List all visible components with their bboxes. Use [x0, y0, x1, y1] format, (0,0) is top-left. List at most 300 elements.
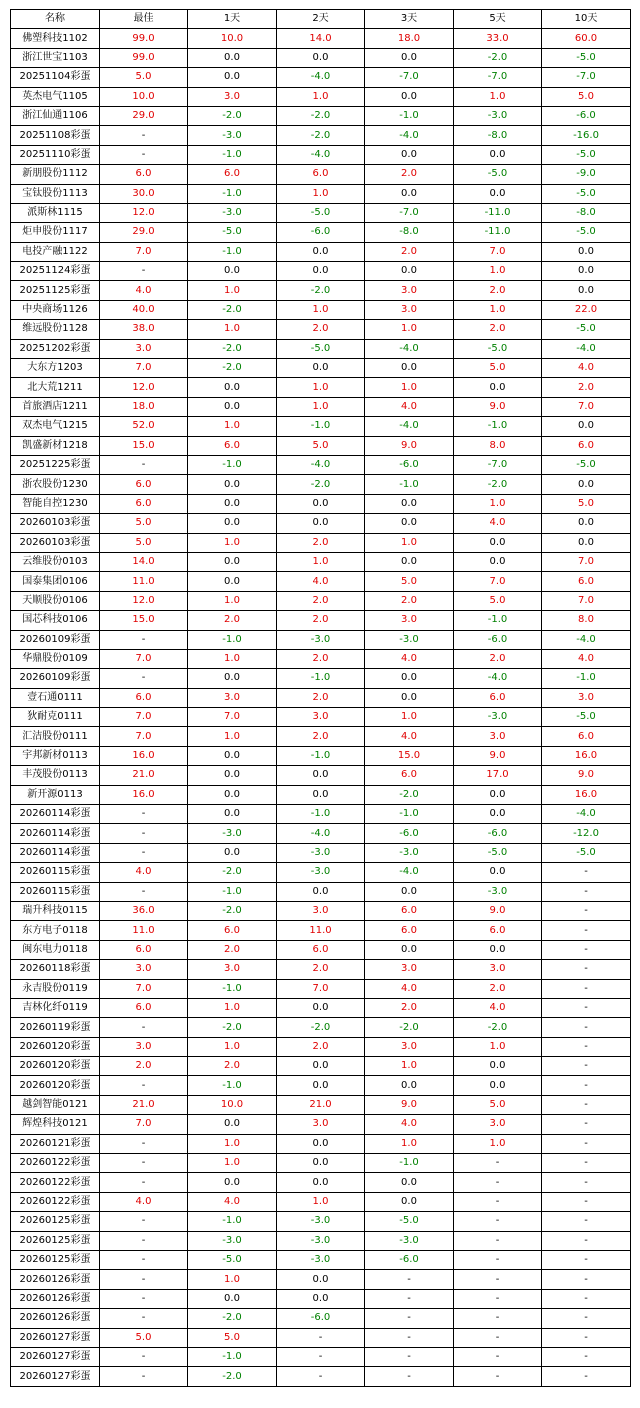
day-10-cell: 6.0 — [542, 436, 631, 455]
day-3-cell: 1.0 — [365, 1134, 454, 1153]
day-5-cell: -6.0 — [454, 630, 542, 649]
day-5-cell: -2.0 — [454, 475, 542, 494]
day-2-cell: 0.0 — [277, 785, 365, 804]
day-10-cell: - — [542, 1154, 631, 1173]
day-2-cell: 0.0 — [277, 1154, 365, 1173]
best-cell: - — [100, 1289, 188, 1308]
day-5-cell: -1.0 — [454, 611, 542, 630]
table-row — [11, 514, 631, 533]
best-cell: - — [100, 1018, 188, 1037]
day-1-cell: -2.0 — [188, 359, 277, 378]
day-1-cell: -3.0 — [188, 1231, 277, 1250]
name-cell: 20251110彩蛋 — [11, 145, 100, 164]
day-3-cell: - — [365, 1347, 454, 1366]
day-2-cell: -2.0 — [277, 126, 365, 145]
day-5-cell: 0.0 — [454, 184, 542, 203]
day-10-cell: - — [542, 1192, 631, 1211]
day-3-cell: - — [365, 1367, 454, 1386]
table-row — [11, 1037, 631, 1056]
day-5-cell: -7.0 — [454, 455, 542, 474]
day-1-cell: 1.0 — [188, 591, 277, 610]
table-row — [11, 649, 631, 668]
name-cell: 英杰电气1105 — [11, 87, 100, 106]
day-2-cell: - — [277, 1328, 365, 1347]
day-2-cell: 1.0 — [277, 184, 365, 203]
table-row — [11, 785, 631, 804]
table-row — [11, 921, 631, 940]
day-1-cell: 10.0 — [188, 1095, 277, 1114]
day-5-cell: 8.0 — [454, 436, 542, 455]
day-5-cell: - — [454, 1270, 542, 1289]
day-3-cell: 3.0 — [365, 281, 454, 300]
day-3-cell: 5.0 — [365, 572, 454, 591]
table-row — [11, 1309, 631, 1328]
day-3-cell: 0.0 — [365, 940, 454, 959]
day-1-cell: -1.0 — [188, 242, 277, 261]
day-2-cell: -3.0 — [277, 1251, 365, 1270]
day-5-cell: 0.0 — [454, 863, 542, 882]
day-1-cell: 0.0 — [188, 475, 277, 494]
best-cell: 16.0 — [100, 785, 188, 804]
day-5-cell: -3.0 — [454, 708, 542, 727]
table-row — [11, 145, 631, 164]
header-day-2: 2天 — [277, 10, 365, 29]
name-cell: 智能自控1230 — [11, 494, 100, 513]
best-cell: 7.0 — [100, 649, 188, 668]
day-5-cell: 1.0 — [454, 1134, 542, 1153]
day-10-cell: 7.0 — [542, 397, 631, 416]
day-3-cell: 3.0 — [365, 1037, 454, 1056]
day-5-cell: - — [454, 1367, 542, 1386]
table-row — [11, 1154, 631, 1173]
day-10-cell: -5.0 — [542, 223, 631, 242]
day-3-cell: 0.0 — [365, 552, 454, 571]
name-cell: 20260120彩蛋 — [11, 1076, 100, 1095]
day-1-cell: 3.0 — [188, 960, 277, 979]
table-row — [11, 339, 631, 358]
name-cell: 辉煌科技0121 — [11, 1115, 100, 1134]
day-10-cell: - — [542, 1251, 631, 1270]
day-5-cell: - — [454, 1212, 542, 1231]
name-cell: 20260121彩蛋 — [11, 1134, 100, 1153]
best-cell: 11.0 — [100, 572, 188, 591]
day-5-cell: -5.0 — [454, 339, 542, 358]
day-2-cell: -4.0 — [277, 145, 365, 164]
day-10-cell: - — [542, 1289, 631, 1308]
name-cell: 20260120彩蛋 — [11, 1037, 100, 1056]
day-1-cell: 0.0 — [188, 552, 277, 571]
day-10-cell: - — [542, 1018, 631, 1037]
day-10-cell: -5.0 — [542, 184, 631, 203]
name-cell: 派斯林1115 — [11, 203, 100, 222]
day-3-cell: 0.0 — [365, 882, 454, 901]
day-3-cell: 0.0 — [365, 669, 454, 688]
day-2-cell: -3.0 — [277, 863, 365, 882]
best-cell: 5.0 — [100, 68, 188, 87]
best-cell: 2.0 — [100, 1057, 188, 1076]
table-row — [11, 1328, 631, 1347]
day-10-cell: -4.0 — [542, 805, 631, 824]
best-cell: 40.0 — [100, 300, 188, 319]
day-10-cell: - — [542, 1367, 631, 1386]
name-cell: 汇洁股份0111 — [11, 727, 100, 746]
day-2-cell: -2.0 — [277, 1018, 365, 1037]
day-5-cell: 1.0 — [454, 87, 542, 106]
table-row — [11, 397, 631, 416]
day-3-cell: 1.0 — [365, 708, 454, 727]
day-5-cell: 9.0 — [454, 746, 542, 765]
day-10-cell: -7.0 — [542, 68, 631, 87]
day-5-cell: 0.0 — [454, 1057, 542, 1076]
day-2-cell: -3.0 — [277, 630, 365, 649]
best-cell: 15.0 — [100, 436, 188, 455]
header-day-10: 10天 — [542, 10, 631, 29]
day-5-cell: -2.0 — [454, 48, 542, 67]
day-2-cell: 2.0 — [277, 727, 365, 746]
day-10-cell: - — [542, 1212, 631, 1231]
results-table — [10, 9, 631, 1387]
day-2-cell: -4.0 — [277, 455, 365, 474]
day-5-cell: 0.0 — [454, 1076, 542, 1095]
name-cell: 20260126彩蛋 — [11, 1270, 100, 1289]
day-5-cell: 2.0 — [454, 320, 542, 339]
day-2-cell: -6.0 — [277, 1309, 365, 1328]
day-3-cell: 18.0 — [365, 29, 454, 48]
day-2-cell: -2.0 — [277, 281, 365, 300]
best-cell: - — [100, 630, 188, 649]
day-2-cell: 0.0 — [277, 1057, 365, 1076]
best-cell: 52.0 — [100, 417, 188, 436]
day-5-cell: 1.0 — [454, 262, 542, 281]
name-cell: 中央商场1126 — [11, 300, 100, 319]
table-row — [11, 1076, 631, 1095]
day-10-cell: -5.0 — [542, 145, 631, 164]
day-2-cell: 0.0 — [277, 998, 365, 1017]
best-cell: 12.0 — [100, 203, 188, 222]
day-5-cell: -1.0 — [454, 417, 542, 436]
name-cell: 20260114彩蛋 — [11, 824, 100, 843]
day-3-cell: 0.0 — [365, 145, 454, 164]
header-day-1: 1天 — [188, 10, 277, 29]
day-10-cell: - — [542, 921, 631, 940]
day-1-cell: 0.0 — [188, 1289, 277, 1308]
table-row — [11, 475, 631, 494]
day-10-cell: -8.0 — [542, 203, 631, 222]
best-cell: 38.0 — [100, 320, 188, 339]
day-1-cell: 3.0 — [188, 688, 277, 707]
day-10-cell: - — [542, 1076, 631, 1095]
name-cell: 佛塑科技1102 — [11, 29, 100, 48]
name-cell: 20260127彩蛋 — [11, 1367, 100, 1386]
name-cell: 东方电子0118 — [11, 921, 100, 940]
day-3-cell: -1.0 — [365, 106, 454, 125]
day-3-cell: 0.0 — [365, 359, 454, 378]
table-row — [11, 572, 631, 591]
best-cell: 6.0 — [100, 494, 188, 513]
day-3-cell: -3.0 — [365, 843, 454, 862]
table-row — [11, 1192, 631, 1211]
day-5-cell: 0.0 — [454, 145, 542, 164]
day-2-cell: 0.0 — [277, 359, 365, 378]
day-2-cell: 0.0 — [277, 514, 365, 533]
table-row — [11, 378, 631, 397]
day-10-cell: - — [542, 882, 631, 901]
table-row — [11, 1231, 631, 1250]
name-cell: 20260125彩蛋 — [11, 1212, 100, 1231]
day-3-cell: 0.0 — [365, 87, 454, 106]
table-row — [11, 746, 631, 765]
day-2-cell: -4.0 — [277, 824, 365, 843]
table-row — [11, 68, 631, 87]
day-5-cell: 3.0 — [454, 727, 542, 746]
day-1-cell: -2.0 — [188, 1018, 277, 1037]
day-3-cell: -3.0 — [365, 630, 454, 649]
day-5-cell: -8.0 — [454, 126, 542, 145]
table-row — [11, 242, 631, 261]
day-3-cell: -4.0 — [365, 417, 454, 436]
name-cell: 新朋股份1112 — [11, 165, 100, 184]
best-cell: 21.0 — [100, 1095, 188, 1114]
name-cell: 20260119彩蛋 — [11, 1018, 100, 1037]
day-10-cell: - — [542, 863, 631, 882]
day-1-cell: 1.0 — [188, 417, 277, 436]
day-2-cell: 0.0 — [277, 1289, 365, 1308]
day-2-cell: 2.0 — [277, 533, 365, 552]
day-1-cell: 6.0 — [188, 436, 277, 455]
day-1-cell: 1.0 — [188, 649, 277, 668]
day-2-cell: -1.0 — [277, 669, 365, 688]
name-cell: 20260103彩蛋 — [11, 533, 100, 552]
best-cell: - — [100, 1076, 188, 1095]
day-5-cell: 4.0 — [454, 998, 542, 1017]
day-5-cell: 0.0 — [454, 378, 542, 397]
day-3-cell: 9.0 — [365, 1095, 454, 1114]
day-1-cell: -1.0 — [188, 455, 277, 474]
day-5-cell: 0.0 — [454, 940, 542, 959]
day-3-cell: 0.0 — [365, 1076, 454, 1095]
table-row — [11, 1173, 631, 1192]
header-best: 最佳 — [100, 10, 188, 29]
day-3-cell: -3.0 — [365, 1231, 454, 1250]
table-row — [11, 1212, 631, 1231]
name-cell: 吉林化纤0119 — [11, 998, 100, 1017]
day-3-cell: 1.0 — [365, 1057, 454, 1076]
day-2-cell: 3.0 — [277, 708, 365, 727]
day-5-cell: -7.0 — [454, 68, 542, 87]
day-3-cell: 2.0 — [365, 998, 454, 1017]
best-cell: 7.0 — [100, 1115, 188, 1134]
day-1-cell: -5.0 — [188, 223, 277, 242]
day-10-cell: - — [542, 1270, 631, 1289]
day-2-cell: 2.0 — [277, 960, 365, 979]
day-5-cell: 0.0 — [454, 533, 542, 552]
day-3-cell: - — [365, 1328, 454, 1347]
name-cell: 20251124彩蛋 — [11, 262, 100, 281]
name-cell: 20251108彩蛋 — [11, 126, 100, 145]
day-10-cell: - — [542, 1309, 631, 1328]
name-cell: 浙江世宝1103 — [11, 48, 100, 67]
day-1-cell: 1.0 — [188, 1134, 277, 1153]
best-cell: - — [100, 145, 188, 164]
day-2-cell: 7.0 — [277, 979, 365, 998]
day-10-cell: 60.0 — [542, 29, 631, 48]
day-1-cell: 1.0 — [188, 1270, 277, 1289]
name-cell: 20260109彩蛋 — [11, 669, 100, 688]
day-5-cell: - — [454, 1347, 542, 1366]
table-row — [11, 1115, 631, 1134]
best-cell: - — [100, 805, 188, 824]
day-1-cell: -2.0 — [188, 339, 277, 358]
day-1-cell: 1.0 — [188, 533, 277, 552]
day-2-cell: 1.0 — [277, 1192, 365, 1211]
table-row — [11, 960, 631, 979]
best-cell: 16.0 — [100, 746, 188, 765]
day-3-cell: -6.0 — [365, 824, 454, 843]
day-5-cell: 5.0 — [454, 1095, 542, 1114]
name-cell: 20260103彩蛋 — [11, 514, 100, 533]
best-cell: 6.0 — [100, 165, 188, 184]
day-5-cell: -11.0 — [454, 203, 542, 222]
day-3-cell: 0.0 — [365, 1173, 454, 1192]
best-cell: 18.0 — [100, 397, 188, 416]
day-2-cell: 21.0 — [277, 1095, 365, 1114]
day-3-cell: 0.0 — [365, 184, 454, 203]
day-3-cell: -4.0 — [365, 126, 454, 145]
table-row — [11, 591, 631, 610]
day-1-cell: 0.0 — [188, 805, 277, 824]
best-cell: - — [100, 1270, 188, 1289]
day-5-cell: 0.0 — [454, 785, 542, 804]
name-cell: 维远股份1128 — [11, 320, 100, 339]
day-2-cell: 2.0 — [277, 591, 365, 610]
table-row — [11, 1251, 631, 1270]
day-10-cell: -6.0 — [542, 106, 631, 125]
day-10-cell: -5.0 — [542, 48, 631, 67]
day-10-cell: -5.0 — [542, 843, 631, 862]
day-1-cell: -3.0 — [188, 203, 277, 222]
day-1-cell: -2.0 — [188, 863, 277, 882]
best-cell: - — [100, 1154, 188, 1173]
day-5-cell: - — [454, 1251, 542, 1270]
day-2-cell: 4.0 — [277, 572, 365, 591]
name-cell: 20260120彩蛋 — [11, 1057, 100, 1076]
day-10-cell: -9.0 — [542, 165, 631, 184]
day-5-cell: 4.0 — [454, 514, 542, 533]
best-cell: 4.0 — [100, 863, 188, 882]
name-cell: 20251104彩蛋 — [11, 68, 100, 87]
day-5-cell: -3.0 — [454, 106, 542, 125]
name-cell: 电投产融1122 — [11, 242, 100, 261]
name-cell: 华鼎股份0109 — [11, 649, 100, 668]
day-1-cell: 0.0 — [188, 68, 277, 87]
day-2-cell: -6.0 — [277, 223, 365, 242]
day-3-cell: 2.0 — [365, 591, 454, 610]
table-row — [11, 805, 631, 824]
best-cell: 7.0 — [100, 359, 188, 378]
day-5-cell: 2.0 — [454, 649, 542, 668]
day-10-cell: - — [542, 1095, 631, 1114]
day-3-cell: 1.0 — [365, 533, 454, 552]
table-row — [11, 1270, 631, 1289]
day-3-cell: -7.0 — [365, 203, 454, 222]
table-row — [11, 727, 631, 746]
table-row — [11, 688, 631, 707]
day-3-cell: 0.0 — [365, 494, 454, 513]
name-cell: 20260109彩蛋 — [11, 630, 100, 649]
name-cell: 狄耐克0111 — [11, 708, 100, 727]
day-5-cell: -5.0 — [454, 165, 542, 184]
best-cell: 6.0 — [100, 475, 188, 494]
day-1-cell: 6.0 — [188, 921, 277, 940]
table-row — [11, 669, 631, 688]
day-10-cell: 4.0 — [542, 359, 631, 378]
day-5-cell: - — [454, 1231, 542, 1250]
day-2-cell: 0.0 — [277, 1270, 365, 1289]
day-1-cell: 0.0 — [188, 262, 277, 281]
name-cell: 20260118彩蛋 — [11, 960, 100, 979]
day-1-cell: -2.0 — [188, 300, 277, 319]
day-5-cell: 17.0 — [454, 766, 542, 785]
day-3-cell: 2.0 — [365, 242, 454, 261]
day-3-cell: -2.0 — [365, 1018, 454, 1037]
day-1-cell: 1.0 — [188, 281, 277, 300]
day-2-cell: 6.0 — [277, 940, 365, 959]
day-3-cell: 15.0 — [365, 746, 454, 765]
day-10-cell: - — [542, 1231, 631, 1250]
best-cell: - — [100, 262, 188, 281]
day-5-cell: - — [454, 1192, 542, 1211]
day-10-cell: - — [542, 1037, 631, 1056]
name-cell: 20260115彩蛋 — [11, 863, 100, 882]
best-cell: 99.0 — [100, 29, 188, 48]
table-row — [11, 281, 631, 300]
day-3-cell: 0.0 — [365, 514, 454, 533]
day-3-cell: -6.0 — [365, 455, 454, 474]
name-cell: 20260122彩蛋 — [11, 1192, 100, 1211]
day-1-cell: 1.0 — [188, 998, 277, 1017]
name-cell: 丰茂股份0113 — [11, 766, 100, 785]
table-row — [11, 203, 631, 222]
best-cell: - — [100, 1173, 188, 1192]
table-row — [11, 359, 631, 378]
day-5-cell: 7.0 — [454, 242, 542, 261]
day-2-cell: 0.0 — [277, 1173, 365, 1192]
best-cell: - — [100, 1134, 188, 1153]
day-2-cell: 14.0 — [277, 29, 365, 48]
table-row — [11, 630, 631, 649]
day-2-cell: 0.0 — [277, 882, 365, 901]
table-row — [11, 940, 631, 959]
day-5-cell: 1.0 — [454, 1037, 542, 1056]
best-cell: - — [100, 1231, 188, 1250]
name-cell: 20260114彩蛋 — [11, 843, 100, 862]
day-3-cell: 3.0 — [365, 300, 454, 319]
day-10-cell: - — [542, 940, 631, 959]
day-3-cell: 6.0 — [365, 766, 454, 785]
table-row — [11, 320, 631, 339]
day-3-cell: 1.0 — [365, 378, 454, 397]
day-3-cell: 6.0 — [365, 921, 454, 940]
day-3-cell: -6.0 — [365, 1251, 454, 1270]
day-3-cell: 1.0 — [365, 320, 454, 339]
table-row — [11, 552, 631, 571]
best-cell: 30.0 — [100, 184, 188, 203]
day-1-cell: 0.0 — [188, 766, 277, 785]
best-cell: 3.0 — [100, 960, 188, 979]
day-2-cell: 11.0 — [277, 921, 365, 940]
day-10-cell: 0.0 — [542, 281, 631, 300]
day-10-cell: - — [542, 1115, 631, 1134]
